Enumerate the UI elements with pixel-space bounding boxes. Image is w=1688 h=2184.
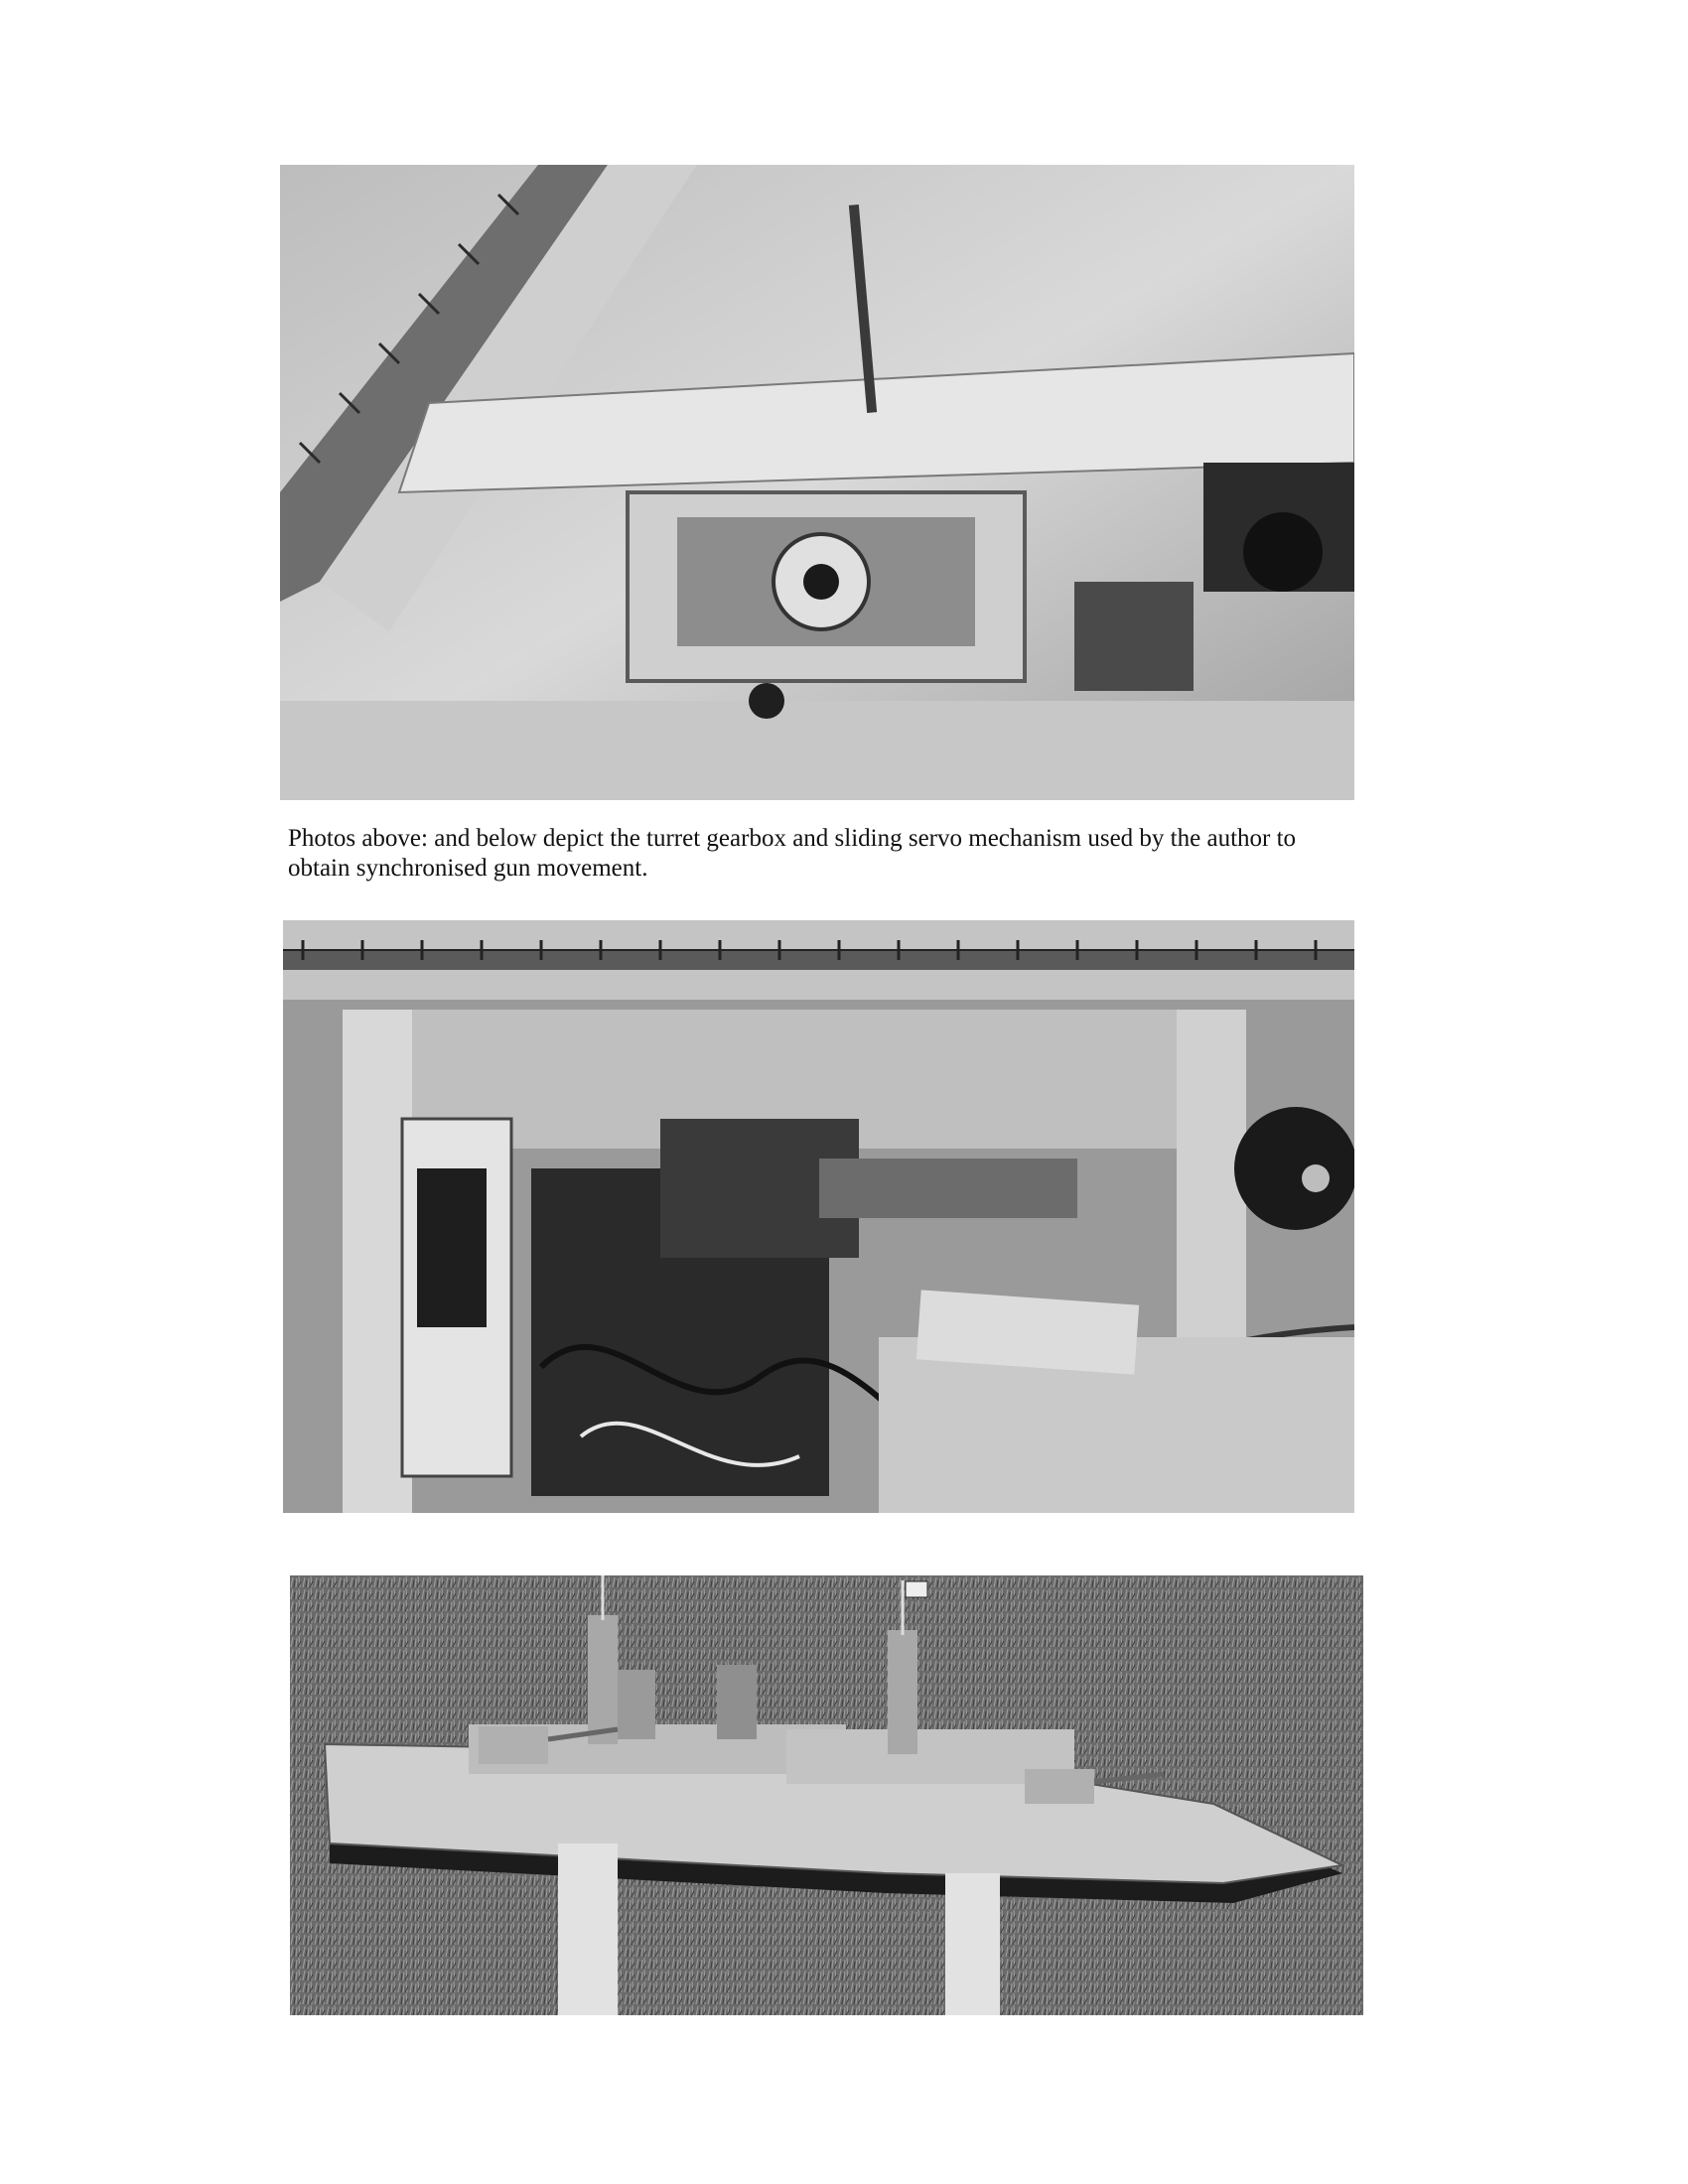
servo-mechanism-photo: [283, 920, 1354, 1513]
turret-gearbox-photo: [280, 165, 1354, 800]
caption-line-1: Photos above: and below depict the turret gearbox and sliding servo mechanism used by the author to: [288, 825, 1297, 852]
battleship-illustration: [290, 1575, 1363, 2015]
photo-caption: [288, 824, 1410, 884]
servo-illustration: [283, 920, 1354, 1513]
caption-line-2: obtain synchronised gun movement.: [288, 855, 648, 882]
gearbox-illustration: [280, 165, 1354, 800]
model-battleship-photo: [290, 1575, 1363, 2015]
